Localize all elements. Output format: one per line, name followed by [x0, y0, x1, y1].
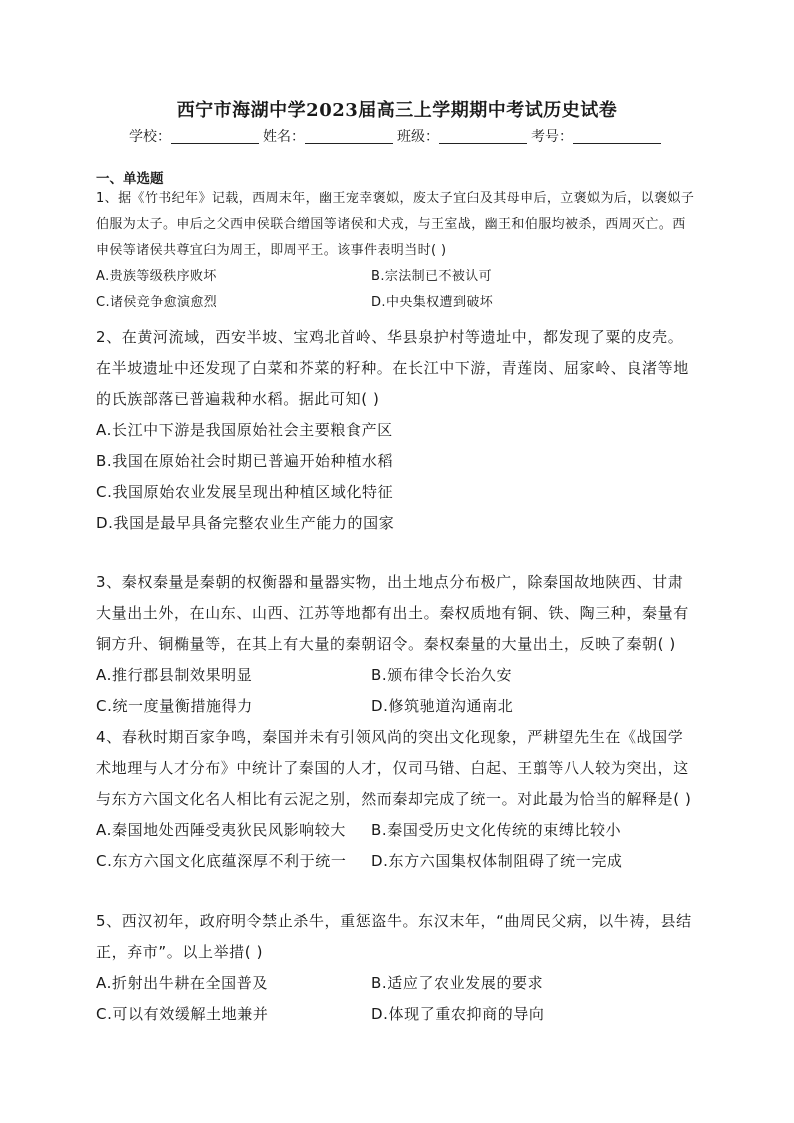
- exam-number-label: 考号：: [531, 129, 573, 145]
- options-list: [96, 660, 696, 722]
- question-5: [96, 906, 696, 1030]
- option-a[interactable]: A.长江中下游是我国原始社会主要粮食产区: [96, 421, 393, 439]
- option-c[interactable]: C.诸侯竞争愈演愈烈: [96, 295, 218, 310]
- option-a[interactable]: A.推行郡县制效果明显: [96, 666, 253, 684]
- school-blank[interactable]: [171, 129, 259, 144]
- option-d[interactable]: D.我国是最早具备完整农业生产能力的国家: [96, 514, 395, 532]
- question-2: [96, 322, 696, 539]
- option-b[interactable]: B.宗法制已不被认可: [371, 269, 493, 284]
- option-a[interactable]: A.贵族等级秩序败坏: [96, 269, 217, 284]
- question-1: [96, 186, 696, 316]
- options-list: [96, 815, 696, 877]
- question-stem: 5、西汉初年，政府明令禁止杀牛，重惩盗牛。东汉末年，“曲周民父病，以牛祷，县结正，弃市”。以上举措( ): [96, 912, 692, 961]
- question-3: [96, 567, 696, 722]
- options-list: [96, 415, 696, 539]
- section-heading: 一、单选题: [96, 171, 164, 187]
- option-b[interactable]: B.适应了农业发展的要求: [371, 974, 544, 992]
- options-list: [96, 264, 696, 316]
- question-stem: 4、春秋时期百家争鸣，秦国并未有引领风尚的突出文化现象，严耕望先生在《战国学术地理与人才分布》中统计了秦国的人才，仅司马错、白起、王翦等八人较为突出，这与东方六国文化名人相比有云泥之别，然而秦却完成了统一。对此最为恰当的解释是( ): [96, 728, 692, 808]
- question-4: [96, 722, 696, 877]
- option-a[interactable]: A.折射出牛耕在全国普及: [96, 974, 268, 992]
- option-d[interactable]: D.体现了重农抑商的导向: [371, 1005, 545, 1023]
- option-a[interactable]: A.秦国地处西陲受夷狄民风影响较大: [96, 821, 346, 839]
- option-c[interactable]: C.统一度量衡措施得力: [96, 697, 253, 715]
- option-c[interactable]: C.我国原始农业发展呈现出种植区域化特征: [96, 483, 394, 501]
- option-c[interactable]: C.可以有效缓解土地兼并: [96, 1005, 269, 1023]
- name-label: 姓名：: [263, 129, 305, 145]
- name-blank[interactable]: [305, 129, 393, 144]
- exam-number-blank[interactable]: [573, 129, 661, 144]
- exam-title: 西宁市海湖中学2023届高三上学期期中考试历史试卷: [176, 100, 618, 121]
- option-d[interactable]: D.修筑驰道沟通南北: [371, 697, 514, 715]
- question-stem: 3、秦权秦量是秦朝的权衡器和量器实物，出土地点分布极广，除秦国故地陕西、甘肃大量出土外，在山东、山西、江苏等地都有出土。秦权质地有铜、铁、陶三种，秦量有铜方升、铜椭量等，在其上有大量的秦朝诏令。秦权秦量的大量出土，反映了秦朝( ): [96, 573, 689, 653]
- class-label: 班级：: [397, 129, 439, 145]
- option-c[interactable]: C.东方六国文化底蕴深厚不利于统一: [96, 852, 347, 870]
- question-stem: 1、据《竹书纪年》记载，西周末年，幽王宠幸褒姒，废太子宜臼及其母申后，立褒姒为后，以褒姒子伯服为太子。申后之父西申侯联合缯国等诸侯和犬戎，与王室战，幽王和伯服均被杀，西周灭亡。西申侯等诸侯共尊宜臼为周王，即周平王。该事件表明当时( ): [96, 191, 695, 258]
- option-d[interactable]: D.东方六国集权体制阻碍了统一完成: [371, 852, 623, 870]
- option-b[interactable]: B.秦国受历史文化传统的束缚比较小: [371, 821, 622, 839]
- option-b[interactable]: B.我国在原始社会时期已普遍开始种植水稻: [96, 452, 394, 470]
- options-list: [96, 968, 696, 1030]
- class-blank[interactable]: [439, 129, 527, 144]
- question-stem: 2、在黄河流域，西安半坡、宝鸡北首岭、华县泉护村等遗址中，都发现了粟的皮壳。在半坡遗址中还发现了白菜和芥菜的籽种。在长江中下游，青莲岗、屈家岭、良渚等地的氏族部落已普遍栽种水稻。据此可知( ): [96, 328, 689, 408]
- student-info-line: [0, 126, 794, 146]
- option-d[interactable]: D.中央集权遭到破坏: [371, 295, 494, 310]
- option-b[interactable]: B.颁布律令长治久安: [371, 666, 513, 684]
- school-label: 学校：: [129, 129, 171, 145]
